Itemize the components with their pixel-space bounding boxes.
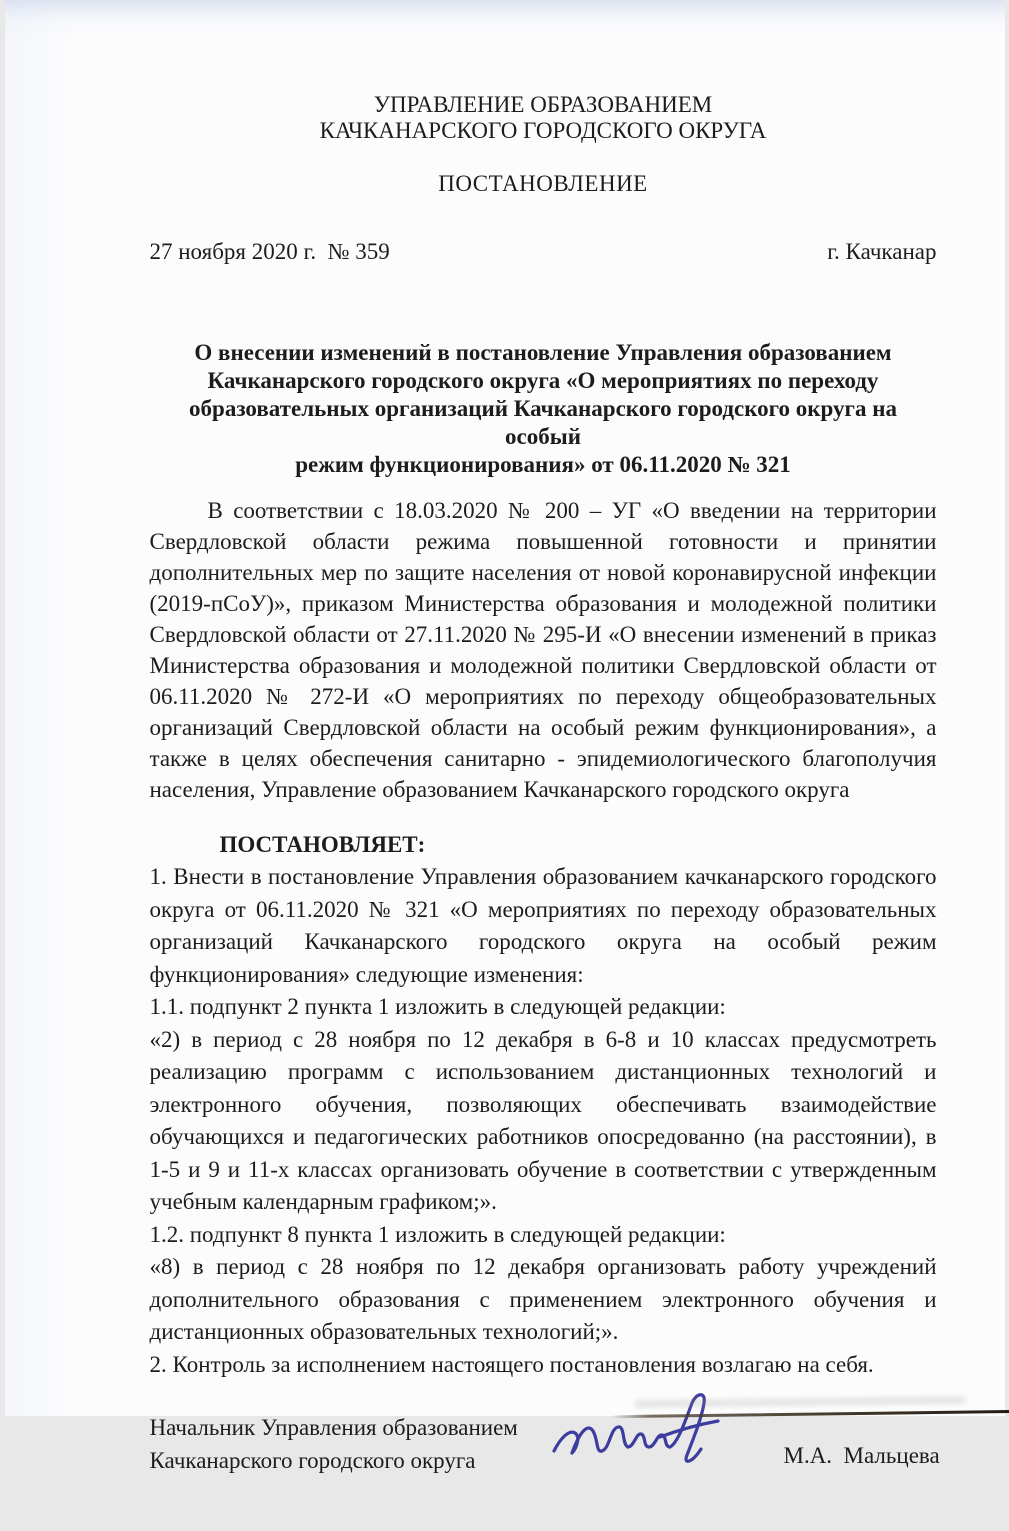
document-body (149, 0, 940, 1531)
decree-item-2: 2. Контроль за исполнением настоящего постановления возлагаю на себя. (149, 1351, 874, 1377)
document-type: ПОСТАНОВЛЕНИЕ (438, 171, 648, 196)
date-and-number: 27 ноября 2020 г. № 359 (149, 239, 390, 264)
decree-title (150, 339, 937, 479)
place-of-issue: г. Качканар (827, 239, 937, 264)
decree-title-line1: О внесении изменений в постановление Управления образованием (194, 340, 892, 365)
date-place-row (150, 239, 937, 265)
decree-title-line4: режим функционирования» от 06.11.2020 № 321 (295, 452, 791, 477)
signer-name: М.А. Мальцева (783, 1443, 940, 1468)
decree-item-1-1-text: «2) в период с 28 ноября по 12 декабря в 6-8 и 10 классах предусмотреть реализацию программ с использованием дистанционных технологий и электронного обучения, позволяющих обеспечивать взаимодействие обучающихся и педагогических работников опосредованно (на расстоянии), в 1-5 и 9 и 11-х классах организовать обучение в соответствии с утвержденным учебным календарным графиком;». (149, 1026, 937, 1214)
decree-item-1-1: 1.1. подпункт 2 пункта 1 изложить в следующей редакции: (149, 994, 726, 1019)
handwritten-signature-icon (548, 1383, 743, 1475)
preamble-paragraph: В соответствии с 18.03.2020 № 200 – УГ «О введении на территории Свердловской области режима повышенной готовности и принятии дополнительных мер по защите населения от новой коронавирусной инфекции (2019-пСоУ)», приказом Министерства образования и молодежной политики Свердловской области от 27.11.2020 № 295-И «О внесении изменений в приказ Министерства образования и молодежной политики Свердловской области от 06.11.2020 № 272-И «О мероприятиях по переходу общеобразовательных организаций Свердловской области на особый режим функционирования», а также в целях обеспечения санитарно - эпидемиологического благополучия населения, Управление образованием Качканарского городского округа (149, 498, 937, 802)
scanned-decree-page (5, 0, 1005, 1473)
decree-item-1-2-text: «8) в период с 28 ноября по 12 декабря организовать работу учреждений дополнительного образования с применением электронного обучения и дистанционных образовательных технологий;». (149, 1254, 937, 1344)
organization-header (150, 92, 937, 144)
decree-item-1: 1. Внести в постановление Управления образованием качканарского городского округа от 06.11.2020 № 321 «О мероприятиях по переходу образовательных организаций Качканарского городского округа на особый режим функционирования» следующие изменения: (149, 864, 937, 987)
decree-title-line3: образовательных организаций Качканарского городского округа на особый (189, 396, 897, 449)
scan-left-tint (5, 0, 75, 1416)
signer-position-line2: Качканарского городского округа (149, 1448, 476, 1473)
signature-block (149, 1411, 940, 1531)
decree-title-line2: Качканарского городского округа «О мероприятиях по переходу (207, 368, 879, 393)
organization-name-line1: УПРАВЛЕНИЕ ОБРАЗОВАНИЕМ (373, 92, 713, 117)
decree-item-1-2: 1.2. подпункт 8 пункта 1 изложить в следующей редакции: (149, 1221, 726, 1247)
organization-name-line2: КАЧКАНАРСКОГО ГОРОДСКОГО ОКРУГА (319, 118, 767, 143)
signer-position-line1: Начальник Управления образованием (149, 1415, 518, 1440)
resolves-heading: ПОСТАНОВЛЯЕТ: (219, 832, 426, 857)
